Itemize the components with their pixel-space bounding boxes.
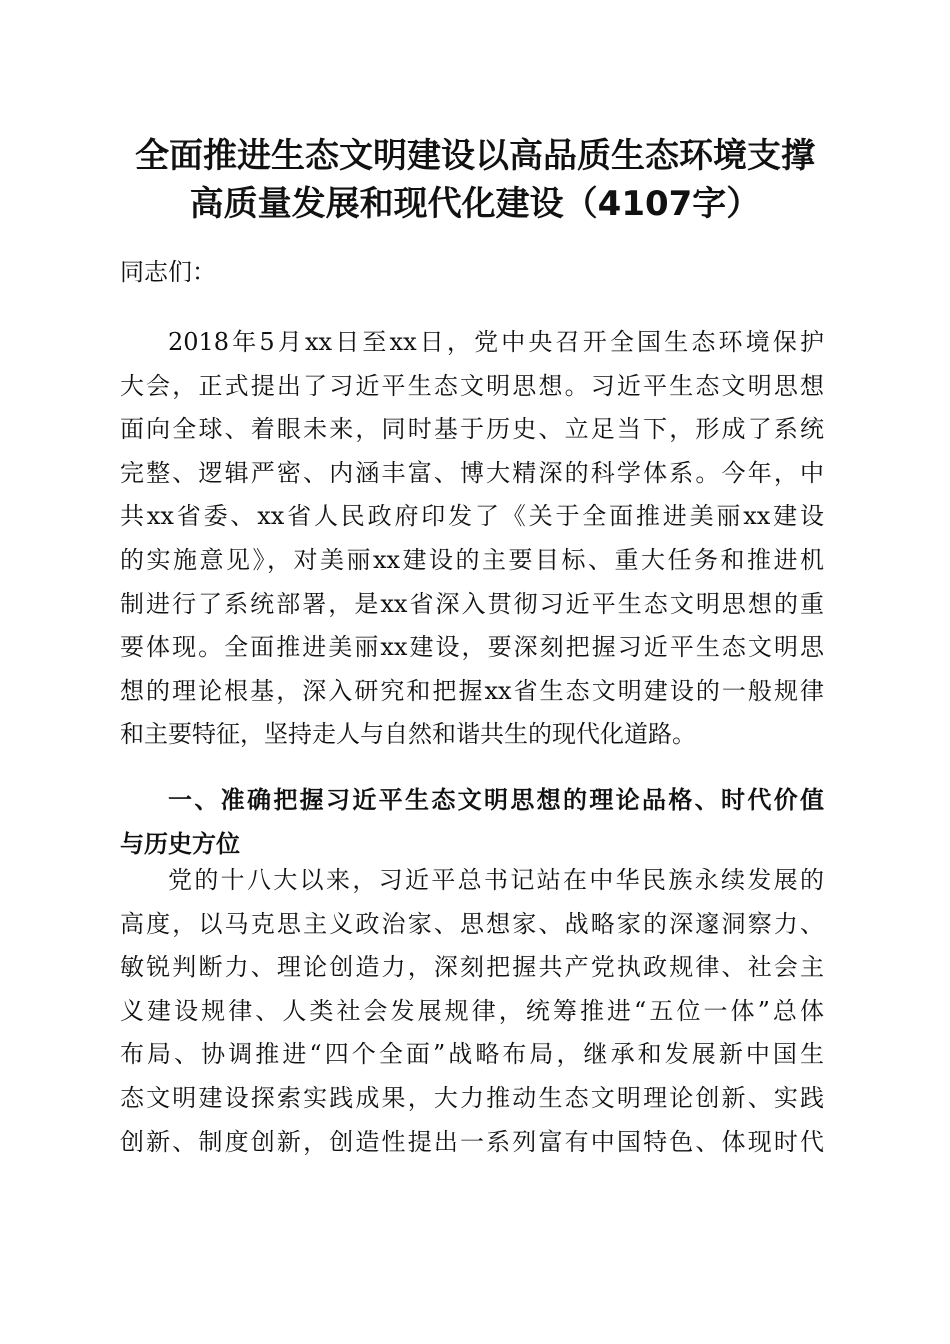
paragraph-line: 义建设规律、人类社会发展规律，统筹推进“五位一体”总体 xyxy=(120,996,824,1025)
paragraph-line: 态文明建设探索实践成果，大力推动生态文明理论创新、实践 xyxy=(120,1083,824,1112)
paragraph-line: 想的理论根基，深入研究和把握xx省生态文明建设的一般规律 xyxy=(120,676,824,705)
paragraph-line: 2018年5月xx日至xx日，党中央召开全国生态环境保护 xyxy=(168,328,824,356)
paragraph-line: 布局、协调推进“四个全面”战略布局，继承和发展新中国生 xyxy=(120,1040,824,1069)
paragraph-line: 的实施意见》，对美丽xx建设的主要目标、重大任务和推进机 xyxy=(120,545,824,574)
title-line-1: 全面推进生态文明建设以高品质生态环境支撑 xyxy=(135,136,815,176)
paragraph-line: 高度，以马克思主义政治家、思想家、战略家的深邃洞察力、 xyxy=(120,909,824,938)
paragraph-line: 党的十八大以来，习近平总书记站在中华民族永续发展的 xyxy=(168,866,824,894)
paragraph-section-1 xyxy=(120,859,824,1164)
heading-line: 与历史方位 xyxy=(120,830,240,858)
paragraph-line: 大会，正式提出了习近平生态文明思想。习近平生态文明思想 xyxy=(120,371,824,400)
paragraph-line: 敏锐判断力、理论创造力，深刻把握共产党执政规律、社会主 xyxy=(120,953,824,982)
paragraph-line: 面向全球、着眼未来，同时基于历史、立足当下，形成了系统 xyxy=(120,415,824,444)
paragraph-line: 要体现。全面推进美丽xx建设，要深刻把握习近平生态文明思 xyxy=(120,633,824,662)
paragraph-line: 和主要特征，坚持走人与自然和谐共生的现代化道路。 xyxy=(120,720,696,749)
paragraph-line: 共xx省委、xx省人民政府印发了《关于全面推进美丽xx建设 xyxy=(120,502,824,531)
paragraph-intro xyxy=(120,321,824,757)
document-title xyxy=(110,132,840,228)
salutation: 同志们： xyxy=(120,258,216,286)
paragraph-line: 制进行了系统部署，是xx省深入贯彻习近平生态文明思想的重 xyxy=(120,589,824,618)
paragraph-line: 完整、逻辑严密、内涵丰富、博大精深的科学体系。今年，中 xyxy=(120,458,824,487)
section-heading-1 xyxy=(120,778,824,866)
paragraph-line: 创新、制度创新，创造性提出一系列富有中国特色、体现时代 xyxy=(120,1127,824,1156)
title-line-2: 高质量发展和现代化建设（4107字） xyxy=(189,184,761,224)
heading-line: 一、准确把握习近平生态文明思想的理论品格、时代价值 xyxy=(168,786,824,814)
